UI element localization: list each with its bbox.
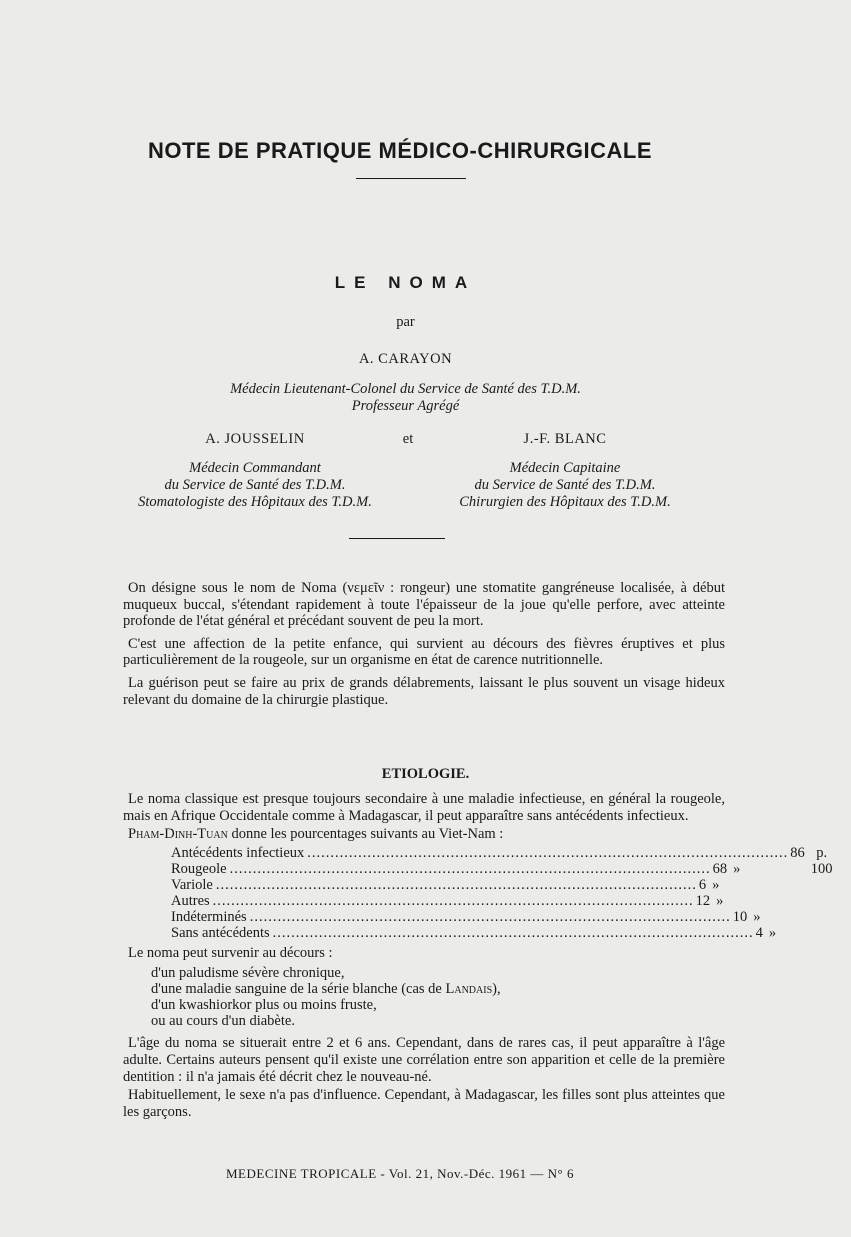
list-item: ou au cours d'un diabète. [151,1013,295,1030]
author-name-blanc: J.-F. BLANC [523,431,607,447]
leader-dots: ........................................................................................................ [272,924,754,941]
row-value: 68 [712,860,728,877]
article-title: LE NOMA [334,273,477,292]
leader-dots: ........................................................................................................ [215,876,697,893]
row-unit: » [716,892,724,909]
conjunction-et: et [402,431,414,447]
affiliation-line: du Service de Santé des T.D.M. [474,477,656,493]
leader-dots: ........................................................................................................ [229,860,711,877]
row-unit: » [712,876,720,893]
paragraph: Le noma classique est presque toujours secondaire à une maladie infectieuse, en général la rougeole, mais en Afrique Occidentale comme à Madagascar, il peut apparaître sans antécédents infectieux. [123,791,725,824]
author-block-jousselin [100,431,410,511]
row-label: Antécédents infectieux [171,844,305,861]
paragraph: L'âge du noma se situerait entre 2 et 6 ans. Cependant, dans de rares cas, il peut apparaître à l'âge adulte. Certains auteurs pensent qu'il existe une corrélation entre son apparition et celle de la première dentition : il n'a jamais été décrit chez le nouveau-né. [123,1035,725,1085]
leader-dots: ........................................................................................................ [307,844,789,861]
paragraph: La guérison peut se faire au prix de grands délabrements, laissant le plus souvent un visage hideux relevant du domaine de la chirurgie plastique. [123,674,725,708]
paragraph-text: donne les pourcentages suivants au Viet-Nam : [227,826,504,843]
row-unit: » [733,860,741,877]
affiliation-line: Médecin Capitaine [509,460,621,476]
row-value: 10 [732,908,748,925]
paragraph: C'est une affection de la petite enfance, qui survient au décours des fièvres éruptives et plus particulièrement de la rougeole, sur un organisme en état de carence nutritionnelle. [123,635,725,669]
row-label: Rougeole [171,860,227,877]
paragraph [123,826,725,843]
author-block-blanc [420,431,710,511]
by-line: par [396,314,415,330]
row-value: 6 [698,876,707,893]
row-unit: » [753,908,761,925]
row-unit: » [768,924,777,941]
row-unit: p. 100 [810,844,833,878]
affiliation-line: Chirurgien des Hôpitaux des T.D.M. [459,494,671,510]
etiologie-section [123,791,833,1122]
row-label: Indéterminés [171,908,247,925]
table-row [171,876,720,893]
row-label: Sans antécédents [171,924,270,941]
affiliation-line: du Service de Santé des T.D.M. [164,477,346,493]
leader-dots: ........................................................................................................ [212,892,694,909]
list-intro: Le noma peut survenir au décours : [128,944,333,961]
affiliation-line: Professeur Agrégé [351,398,460,414]
divider [349,538,445,539]
author-affiliation-carayon [0,381,811,415]
leader-dots: ........................................................................................................ [249,908,731,925]
paragraph: On désigne sous le nom de Noma (νεμεῖν : rongeur) une stomatite gangréneuse localisée, à début muqueux buccal, s'étendant rapidement à toute l'épaisseur de la joue qu'elle perfore, avec atteinte profonde de l'état général et précédant souvent de peu la mort. [123,580,725,630]
affiliation-line: Médecin Commandant [189,460,321,476]
list-item [151,981,725,997]
section-heading: ETIOLOGIE. [381,766,470,782]
row-value: 4 [755,924,763,941]
author-name-carayon: A. CARAYON [358,351,453,367]
row-value: 86 [790,844,805,861]
row-label: Variole [171,876,213,893]
divider [356,178,466,179]
table-row [171,860,741,877]
table-row [171,892,724,909]
cited-author: Landais [445,981,493,998]
list-item-text: d'une maladie sanguine de la série blanche (cas de [151,981,446,998]
page-heading: NOTE DE PRATIQUE MÉDICO-CHIRURGICALE [147,138,653,163]
affiliation-line: Médecin Lieutenant-Colonel du Service de Santé des T.D.M. [230,381,581,397]
table-row [171,908,761,925]
affiliation-line: Stomatologiste des Hôpitaux des T.D.M. [138,494,372,510]
journal-footer: MEDECINE TROPICALE - Vol. 21, Nov.-Déc. 1961 — N° 6 [226,1166,574,1181]
list-item-suffix: ), [492,981,501,998]
list-item: d'un kwashiorkor plus ou moins fruste, [151,997,377,1014]
table-row [171,924,777,941]
intro-section [123,580,725,714]
paragraph: Habituellement, le sexe n'a pas d'influence. Cependant, à Madagascar, les filles sont plus atteintes que les garçons. [123,1087,725,1120]
cited-author: Pham-Dinh-Tuan [128,826,228,843]
row-value: 12 [695,892,711,909]
list-item: d'un paludisme sévère chronique, [151,965,345,982]
row-label: Autres [171,892,210,909]
percentage-table [171,844,833,941]
author-name-jousselin: A. JOUSSELIN [205,431,305,447]
condition-list [151,965,725,1029]
